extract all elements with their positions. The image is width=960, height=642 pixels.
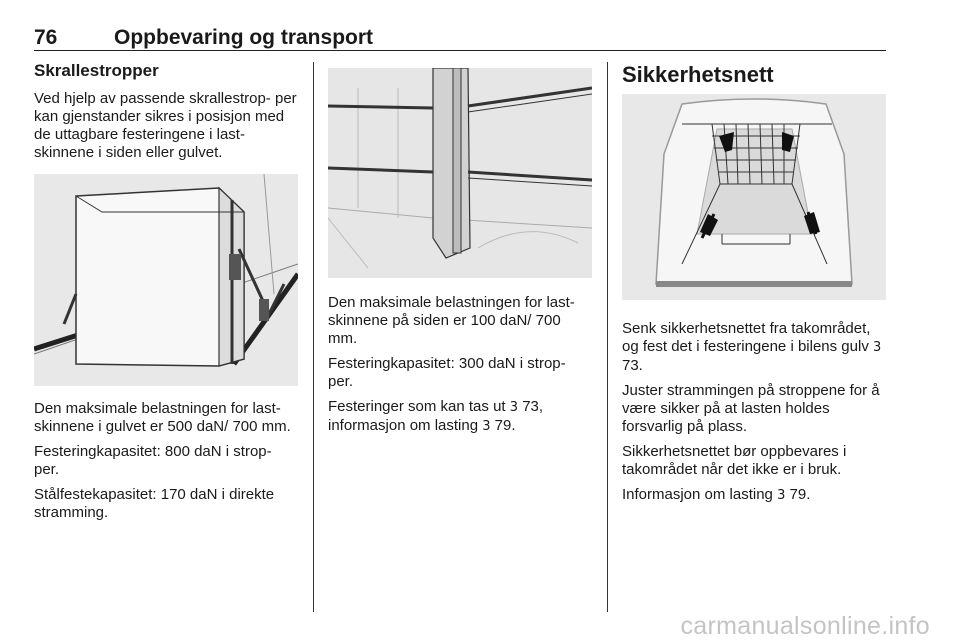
column-1 xyxy=(34,62,298,529)
side-rail-illustration xyxy=(328,68,592,278)
section-title: Oppbevaring og transport xyxy=(114,26,374,49)
removable-rings-reference: Festeringer som kan tas ut 3 73, informasjon om lasting 3 79. xyxy=(328,398,544,434)
lower-net-instruction: Senk sikkerhetsnettet fra takområdet, og fest det i festeringene i bilens gulv 3 73. xyxy=(622,320,882,374)
column-divider-2 xyxy=(607,62,608,612)
page-number: 76 xyxy=(34,26,58,49)
footer-watermark: carmanualsonline.info xyxy=(680,612,930,640)
column-divider-1 xyxy=(313,62,314,612)
storage-instruction: Sikkerhetsnettet bør oppbevares i takområdet når det ikke er i bruk. xyxy=(622,443,847,478)
column-2 xyxy=(328,68,592,443)
loading-reference: Informasjon om lasting 3 79. xyxy=(622,486,811,503)
page-header xyxy=(34,26,886,51)
heading-skrallestropper: Skrallestropper xyxy=(34,61,159,80)
side-rail-load: Den maksimale belastningen for last- skinnene på siden er 100 daN/ 700 mm. xyxy=(328,294,575,347)
ring-capacity-side: Festeringkapasitet: 300 daN i strop- per. xyxy=(328,355,566,390)
heading-sikkerhetsnett: Sikkerhetsnett xyxy=(622,62,774,87)
floor-rail-load: Den maksimale belastningen for last- skinnene i gulvet er 500 daN/ 700 mm. xyxy=(34,400,291,435)
ratchet-strap-illustration xyxy=(34,174,298,386)
steel-capacity: Stålfestekapasitet: 170 daN i direkte stramming. xyxy=(34,486,275,521)
xref-icon: 3 xyxy=(482,419,491,434)
xref-icon: 3 xyxy=(777,488,786,503)
xref-icon: 3 xyxy=(873,340,882,355)
column-3 xyxy=(622,62,886,512)
intro-paragraph: Ved hjelp av passende skrallestrop- per kan gjenstander sikres i posisjon med de uttagbare festeringene i last- skinnene i siden eller gulvet. xyxy=(34,90,297,161)
safety-net-illustration xyxy=(622,94,886,300)
xref-icon: 3 xyxy=(509,400,519,415)
adjust-strap-instruction: Juster strammingen på stroppene for å være sikker på at lasten holdes forsvarlig på plass. xyxy=(622,382,880,435)
ring-capacity: Festeringkapasitet: 800 daN i strop- per. xyxy=(34,443,272,478)
